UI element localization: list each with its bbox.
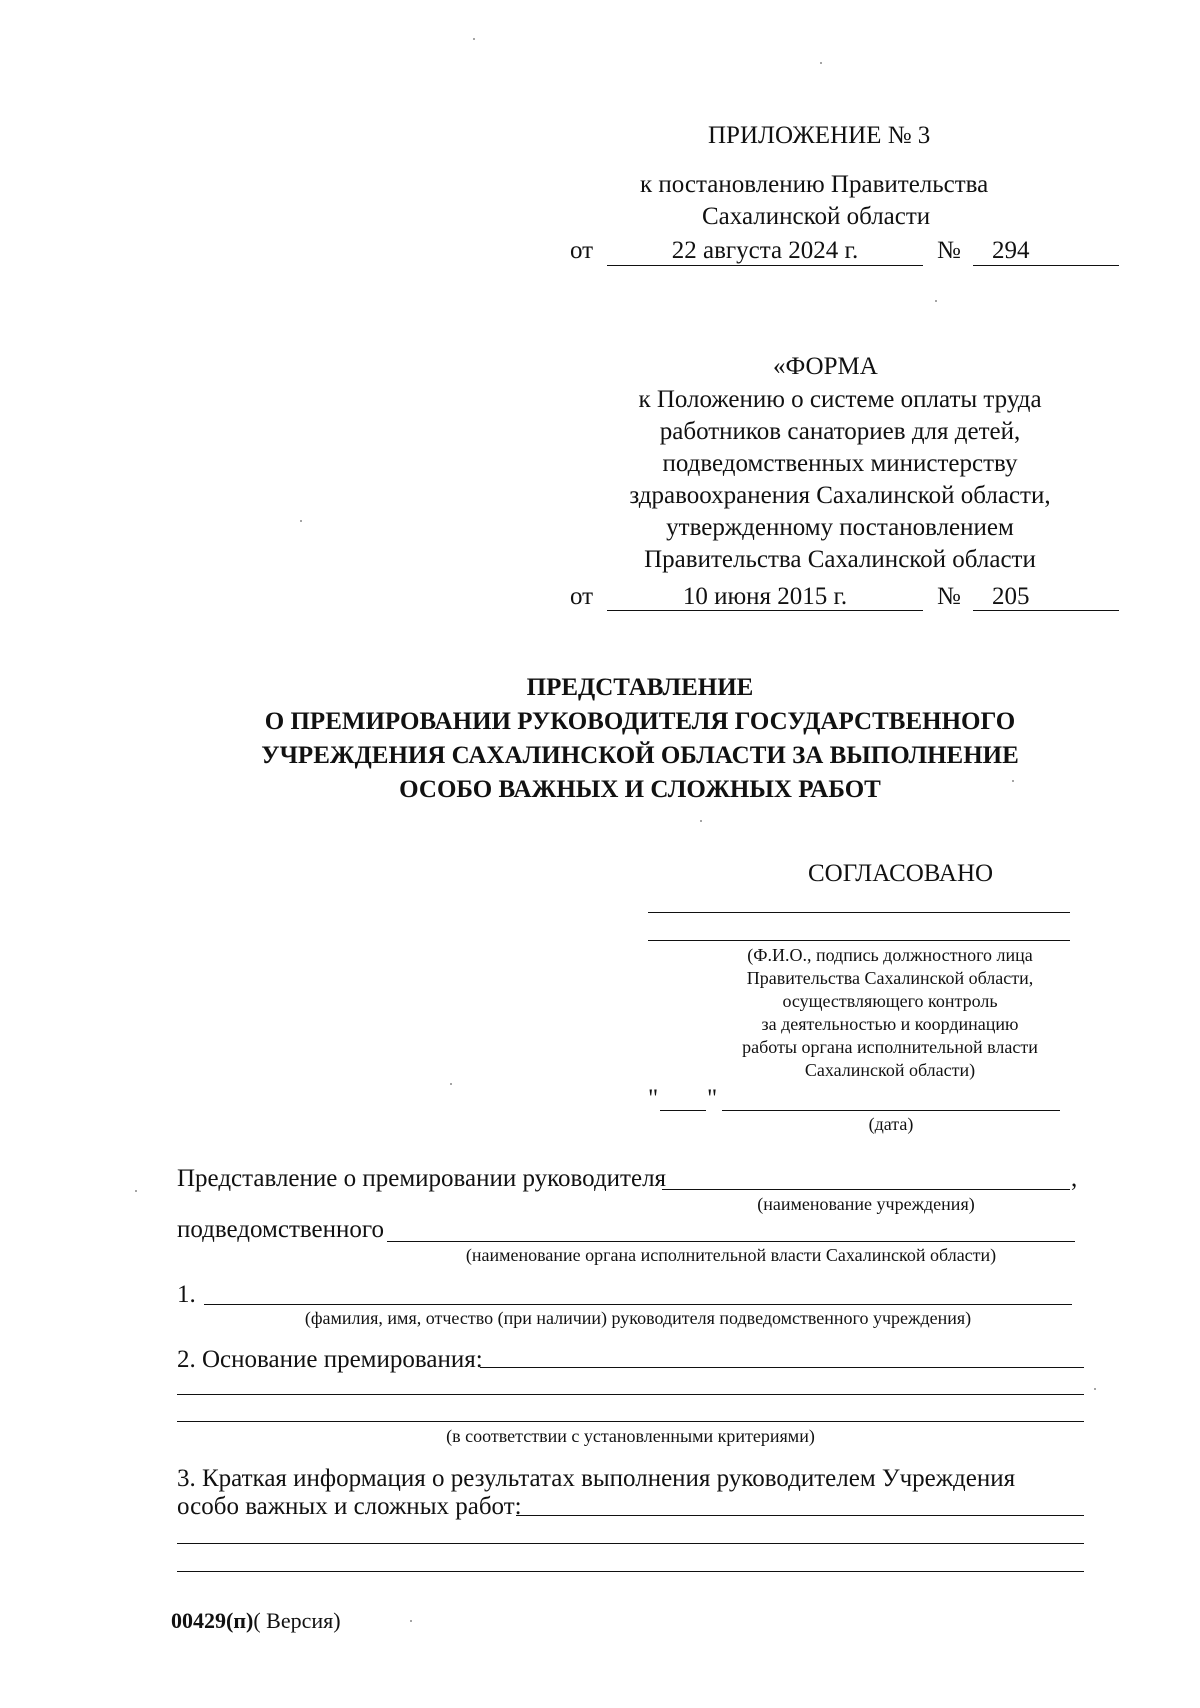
approval-caption [640,944,1140,1081]
appendix-from-label: от [570,237,594,264]
item-1-line [204,1304,1072,1305]
form-header-line: подведомственных министерству [662,450,1018,477]
approval-quote-close: " [707,1085,718,1112]
scan-speck [820,62,822,64]
appendix-title: ПРИЛОЖЕНИЕ № 3 [708,122,931,149]
approval-date-caption: (дата) [868,1114,914,1134]
item-2-line-3 [177,1421,1084,1422]
appendix-number-label: № [937,237,961,264]
authority-caption: (наименование органа исполнительной власти Сахалинской области) [465,1245,997,1265]
form-header-from-label: от [570,583,594,610]
item-1-label: 1. [177,1281,196,1308]
main-title-line: ПРЕДСТАВЛЕНИЕ [526,674,754,701]
approval-date-line [722,1110,1060,1111]
item-3-answer-line-2 [177,1543,1084,1544]
item-3-answer-line-3 [177,1571,1084,1572]
scan-speck [1094,1388,1096,1390]
scan-speck [450,1083,452,1085]
item-2-label: 2. Основание премирования: [177,1346,483,1373]
item-2-line-1 [480,1367,1084,1368]
item-2-line-2 [177,1394,1084,1395]
appendix-line-2: Сахалинской области [702,203,931,230]
footer-document-code [171,1608,341,1634]
main-title-line: УЧРЕЖДЕНИЯ САХАЛИНСКОЙ ОБЛАСТИ ЗА ВЫПОЛНЕНИЕ [261,742,1019,769]
main-title [160,673,1120,805]
form-header-date: 10 июня 2015 г. [682,583,848,610]
institution-caption: (наименование учреждения) [757,1194,975,1214]
main-title-line: ОСОБО ВАЖНЫХ И СЛОЖНЫХ РАБОТ [399,776,881,803]
scan-speck [410,1620,412,1622]
item-2-caption: (в соответствии с установленными критериями) [446,1426,815,1446]
scan-speck [935,300,937,302]
form-header-line: здравоохранения Сахалинской области, [629,482,1051,509]
approval-caption-line: Правительства Сахалинской области, [746,968,1034,988]
appendix-date: 22 августа 2024 г. [671,237,859,264]
approval-day-line [660,1110,706,1111]
submission-label: Представление о премировании руководителя [177,1165,667,1192]
approval-line-2 [648,940,1070,941]
appendix-line-1: к постановлению Правительства [640,171,989,198]
item-1-caption: (фамилия, имя, отчество (при наличии) руководителя подведомственного учреждения) [304,1308,972,1328]
approval-caption-line: Сахалинской области) [804,1060,976,1080]
submission-comma: , [1071,1165,1078,1192]
item-3-answer-line-1 [516,1515,1084,1516]
approval-caption-line: работы органа исполнительной власти [742,1037,1038,1057]
scan-speck [300,520,302,522]
approval-caption-line: (Ф.И.О., подпись должностного лица [747,945,1033,965]
form-header-lines [570,385,1110,575]
scan-speck [1012,780,1014,782]
scan-speck [135,1190,137,1192]
item-3-line-2: особо важных и сложных работ: [177,1493,522,1520]
subordinate-label: подведомственного [177,1216,385,1243]
scan-speck [700,820,702,822]
institution-line [662,1189,1070,1190]
form-header-line: утвержденному постановлением [666,514,1014,541]
approval-line-1 [648,912,1070,913]
footer-code: 00429(п) [171,1608,254,1633]
item-3-line-1: 3. Краткая информация о результатах выполнения руководителем Учреждения [177,1465,1016,1492]
appendix-number: 294 [992,237,1030,264]
form-header-line: Правительства Сахалинской области [644,546,1036,573]
form-header-line: к Положению о системе оплаты труда [638,386,1042,413]
approval-quote-open: " [648,1085,659,1112]
approval-caption-line: за деятельностью и координацию [761,1014,1019,1034]
form-header-line: работников санаториев для детей, [659,418,1021,445]
approval-title: СОГЛАСОВАНО [808,860,994,887]
approval-caption-line: осуществляющего контроль [782,991,998,1011]
main-title-line: О ПРЕМИРОВАНИИ РУКОВОДИТЕЛЯ ГОСУДАРСТВЕННОГО [264,708,1016,735]
form-header-number: 205 [992,583,1030,610]
form-header-title: «ФОРМА [773,353,878,380]
authority-line [387,1241,1075,1242]
footer-version: ( Версия) [253,1608,341,1633]
form-header-number-label: № [937,583,961,610]
scan-speck [473,38,475,40]
